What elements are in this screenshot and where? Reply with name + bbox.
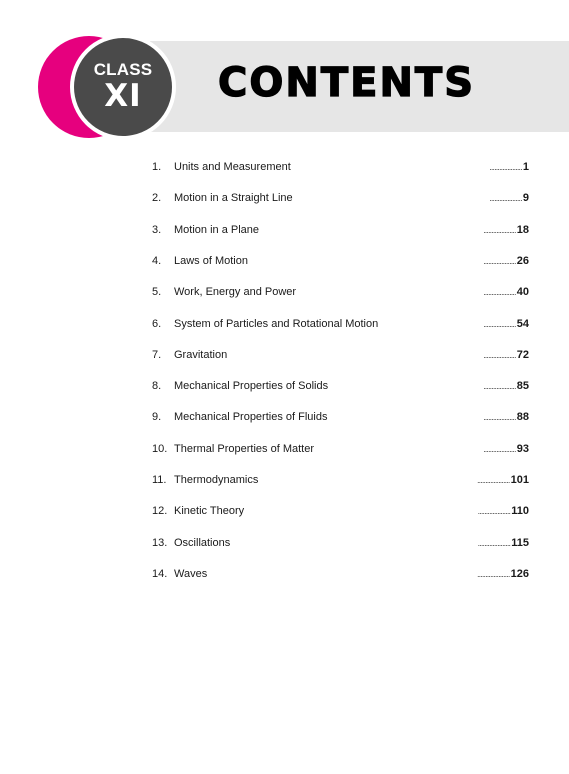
toc-entry[interactable] — [0, 534, 569, 552]
toc-entry-number: 9. — [152, 411, 162, 423]
toc-entry-page: 18 — [516, 224, 529, 236]
toc-entry-number: 7. — [152, 349, 162, 361]
toc-entry[interactable] — [0, 189, 569, 207]
toc-entry-page: 54 — [516, 318, 529, 330]
toc-entry-number: 12. — [152, 505, 168, 517]
toc-entry-title: Motion in a Straight Line — [174, 192, 293, 204]
toc-entry-number: 11. — [152, 474, 167, 486]
dot-leader: .................... — [483, 445, 516, 454]
dot-leader: .................... — [483, 413, 516, 422]
toc-entry-page-wrap — [483, 315, 529, 334]
toc-entry-title: Gravitation — [174, 349, 228, 361]
toc-entry-title: Motion in a Plane — [174, 224, 259, 236]
toc-entry-number: 13. — [152, 537, 168, 549]
toc-entry-page-wrap — [489, 189, 529, 208]
toc-entry-page: 88 — [516, 411, 529, 423]
toc-entry-title: Mechanical Properties of Fluids — [174, 411, 328, 423]
toc-entry-page: 26 — [516, 255, 529, 267]
toc-entry-title: Oscillations — [174, 537, 231, 549]
dot-leader: .................... — [483, 382, 516, 391]
toc-entry-number: 6. — [152, 318, 162, 330]
toc-entry[interactable] — [0, 346, 569, 364]
toc-entry[interactable] — [0, 158, 569, 176]
dot-leader: .................... — [477, 570, 510, 579]
toc-entry[interactable] — [0, 471, 569, 489]
toc-entry-number: 14. — [152, 568, 168, 580]
toc-entry-page: 126 — [510, 568, 529, 580]
toc-entry-page: 85 — [516, 380, 529, 392]
toc-entry[interactable] — [0, 221, 569, 239]
toc-entry[interactable] — [0, 440, 569, 458]
toc-entry[interactable] — [0, 283, 569, 301]
toc-entry-page-wrap — [489, 158, 529, 177]
toc-entry[interactable] — [0, 315, 569, 333]
toc-entry-title: Work, Energy and Power — [174, 286, 297, 298]
toc-entry-number: 10. — [152, 443, 168, 455]
dot-leader: .................... — [483, 351, 516, 360]
toc-entry-title: Thermal Properties of Matter — [174, 443, 314, 455]
toc-entry-page-wrap — [483, 377, 529, 396]
toc-entry-page-wrap — [483, 252, 529, 271]
toc-entry-title: Laws of Motion — [174, 255, 248, 267]
toc-entry-number: 2. — [152, 192, 162, 204]
toc-entry-number: 3. — [152, 224, 162, 236]
toc-entry-page-wrap — [483, 221, 529, 240]
dot-leader: .................... — [483, 226, 516, 235]
toc-entry-page-wrap — [478, 502, 529, 521]
toc-entry-title: Kinetic Theory — [174, 505, 245, 517]
class-number: XI — [104, 78, 142, 114]
toc-entry-page: 9 — [522, 192, 529, 204]
dot-leader: .................... — [483, 288, 516, 297]
page-title: CONTENTS — [218, 60, 476, 106]
dot-leader: .................... — [477, 539, 511, 548]
toc-entry-page: 1 — [522, 161, 529, 173]
toc-entry-page-wrap — [483, 408, 529, 427]
toc-entry-page: 101 — [510, 474, 529, 486]
toc-entry[interactable] — [0, 408, 569, 426]
toc-entry-page: 72 — [516, 349, 529, 361]
dot-leader: .................... — [483, 257, 516, 266]
toc-entry-page-wrap — [477, 471, 529, 490]
toc-entry[interactable] — [0, 502, 569, 520]
toc-entry-page-wrap — [483, 440, 529, 459]
class-label: CLASS — [93, 60, 153, 79]
toc-entry-title: Mechanical Properties of Solids — [174, 380, 329, 392]
dot-leader: .................... — [477, 476, 510, 485]
toc-entry-page: 40 — [516, 286, 529, 298]
toc-entry-number: 8. — [152, 380, 162, 392]
toc-entry-title: Thermodynamics — [174, 474, 259, 486]
toc-entry[interactable] — [0, 252, 569, 270]
toc-entry[interactable] — [0, 565, 569, 583]
toc-entry-page: 110 — [511, 505, 529, 517]
toc-entry[interactable] — [0, 377, 569, 395]
toc-entry-title: Waves — [174, 568, 208, 580]
toc-entry-page: 115 — [511, 537, 529, 549]
dot-leader: .................... — [489, 163, 522, 172]
toc-entry-title: System of Particles and Rotational Motion — [174, 318, 379, 330]
toc-entry-number: 1. — [152, 161, 162, 173]
toc-entry-title: Units and Measurement — [174, 161, 291, 173]
toc-entry-page-wrap — [477, 565, 529, 584]
toc-entry-page-wrap — [478, 534, 529, 553]
toc-entry-number: 5. — [152, 286, 162, 298]
toc-entry-page: 93 — [516, 443, 529, 455]
dot-leader: .................... — [477, 507, 511, 516]
toc-entry-page-wrap — [483, 283, 529, 302]
dot-leader: .................... — [483, 320, 516, 329]
toc-entry-page-wrap — [483, 346, 529, 365]
dot-leader: .................... — [489, 194, 522, 203]
toc-entry-number: 4. — [152, 255, 162, 267]
